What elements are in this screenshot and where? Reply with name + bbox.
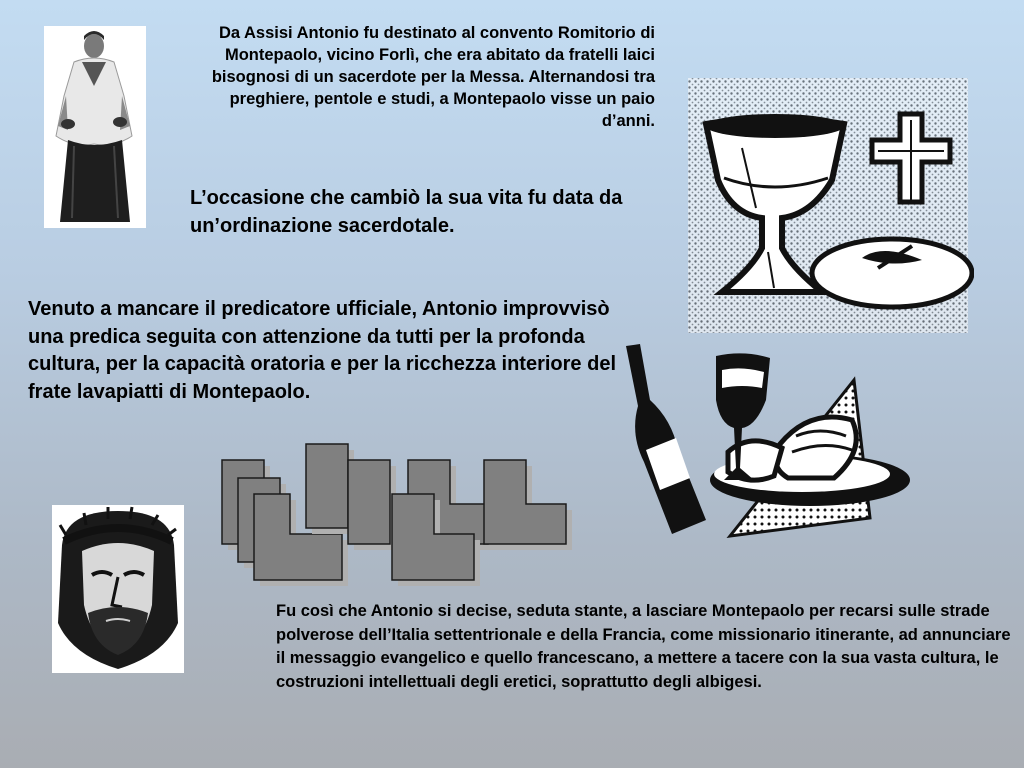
grey-blocks-decoration [218, 440, 580, 588]
wine-bottle-glass-bread-image [620, 340, 910, 545]
chalice-host-cross-image [682, 68, 974, 340]
sermon-paragraph: Venuto a mancare il predicatore ufficiale, Antonio improvvisò una predica seguita con attenzione da tutti per la profonda cultura, per la capacità oratoria e per la ricchezza interiore del frate lavapiatti di Montepaolo. [28, 298, 617, 403]
friar-portrait-image [44, 26, 146, 228]
christ-crown-of-thorns-image [52, 505, 184, 673]
intro-paragraph: Da Assisi Antonio fu destinato al convento Romitorio di Montepaolo, vicino Forlì, che era abitato da fratelli laici bisognosi di un sacerdote per la Messa. Alternandosi tra preghiere, pentole e studi, a Montepaolo visse un paio d’anni. [211, 24, 655, 130]
occasion-paragraph: L’occasione che cambiò la sua vita fu data da un’ordinazione sacerdotale. [190, 187, 623, 237]
mission-paragraph: Fu così che Antonio si decise, seduta stante, a lasciare Montepaolo per recarsi sulle strade polverose dell’Italia settentrionale e della Francia, come missionario itinerante, ad annunciare il messaggio evangelico e quello francescano, a mettere a tacere con la sua vasta cultura, le costruzioni intellettuali degli eretici, soprattutto degli albigesi. [276, 602, 1011, 691]
